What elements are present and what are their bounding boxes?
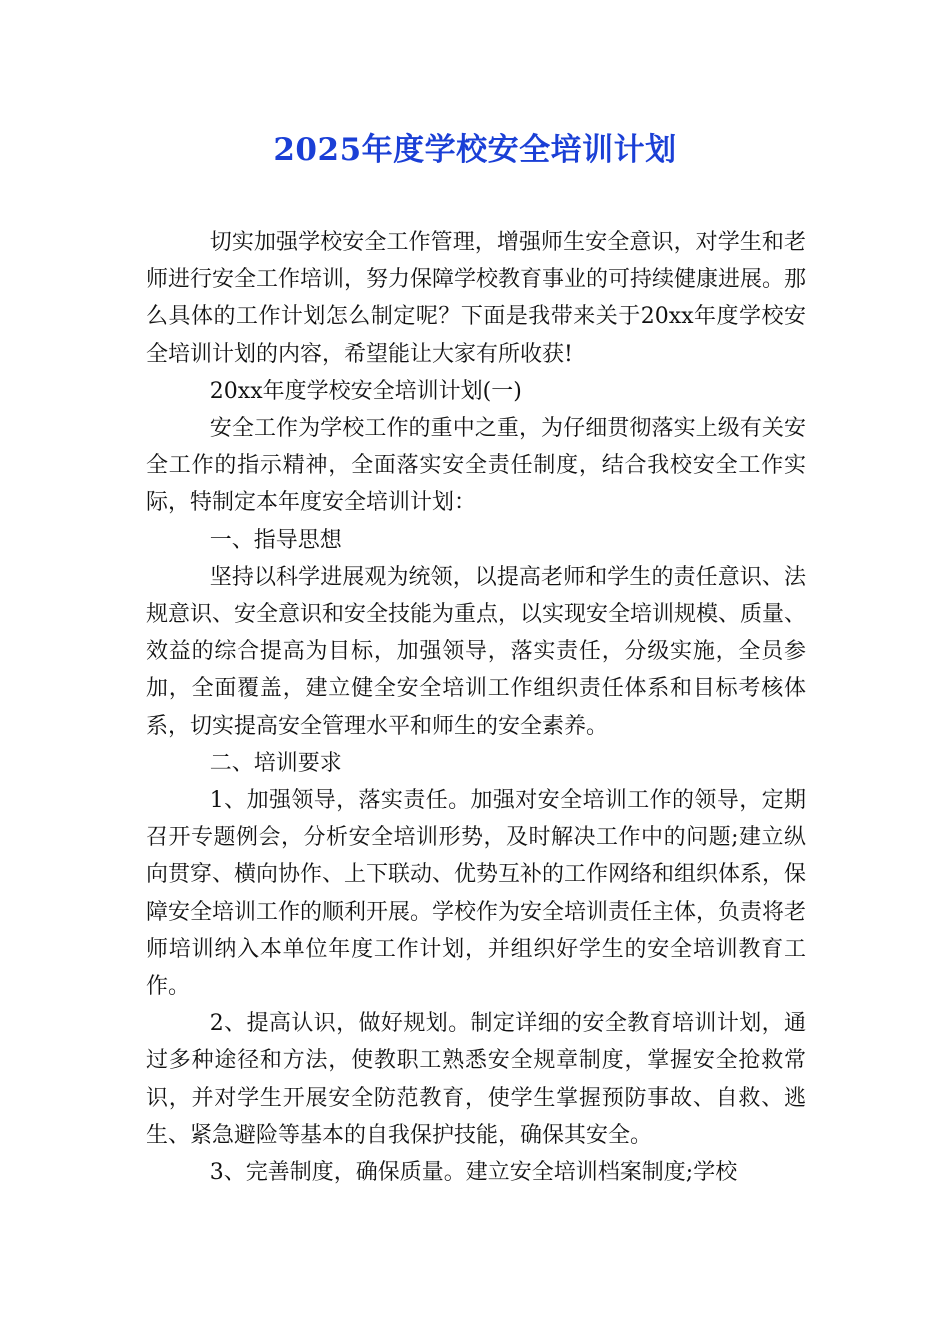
paragraph-requirement-1: 1、加强领导，落实责任。加强对安全培训工作的领导，定期召开专题例会，分析安全培训形势，及时解决工作中的问题;建立纵向贯穿、横向协作、上下联动、优势互补的工作网络和组织体系，保障安全培训工作的顺利开展。学校作为安全培训责任主体，负责将老师培训纳入本单位年度工作计划，并组织好学生的安全培训教育工作。	[146, 788, 807, 1000]
paragraph-preamble: 安全工作为学校工作的重中之重，为仔细贯彻落实上级有关安全工作的指示精神，全面落实安全责任制度，结合我校安全工作实际，特制定本年度安全培训计划：	[146, 416, 806, 516]
paragraph-requirement-3: 3、完善制度，确保质量。建立安全培训档案制度;学校	[209, 1160, 738, 1186]
document-body	[146, 224, 806, 1191]
document-title: 2025年度学校安全培训计划	[273, 132, 677, 168]
section-heading-training-requirements: 二、培训要求	[209, 750, 342, 776]
section-heading-guiding-ideology: 一、指导思想	[209, 527, 342, 553]
paragraph-requirement-2: 2、提高认识，做好规划。制定详细的安全教育培训计划，通过多种途径和方法，使教职工熟悉安全规章制度，掌握安全抢救常识，并对学生开展安全防范教育，使学生掌握预防事故、自救、逃生、紧急避险等基本的自我保护技能，确保其安全。	[146, 1011, 806, 1148]
section-heading-plan-one: 20xx年度学校安全培训计划(一)	[209, 378, 522, 404]
paragraph-guiding-ideology: 坚持以科学进展观为统领，以提高老师和学生的责任意识、法规意识、安全意识和安全技能为重点，以实现安全培训规模、质量、效益的综合提高为目标，加强领导，落实责任，分级实施，全员参加，全面覆盖，建立健全安全培训工作组织责任体系和目标考核体系，切实提高安全管理水平和师生的安全素养。	[146, 564, 807, 739]
paragraph-intro: 切实加强学校安全工作管理，增强师生安全意识，对学生和老师进行安全工作培训，努力保障学校教育事业的可持续健康进展。那么具体的工作计划怎么制定呢？下面是我带来关于20xx年度学校安全培训计划的内容，希望能让大家有所收获!	[146, 230, 807, 367]
